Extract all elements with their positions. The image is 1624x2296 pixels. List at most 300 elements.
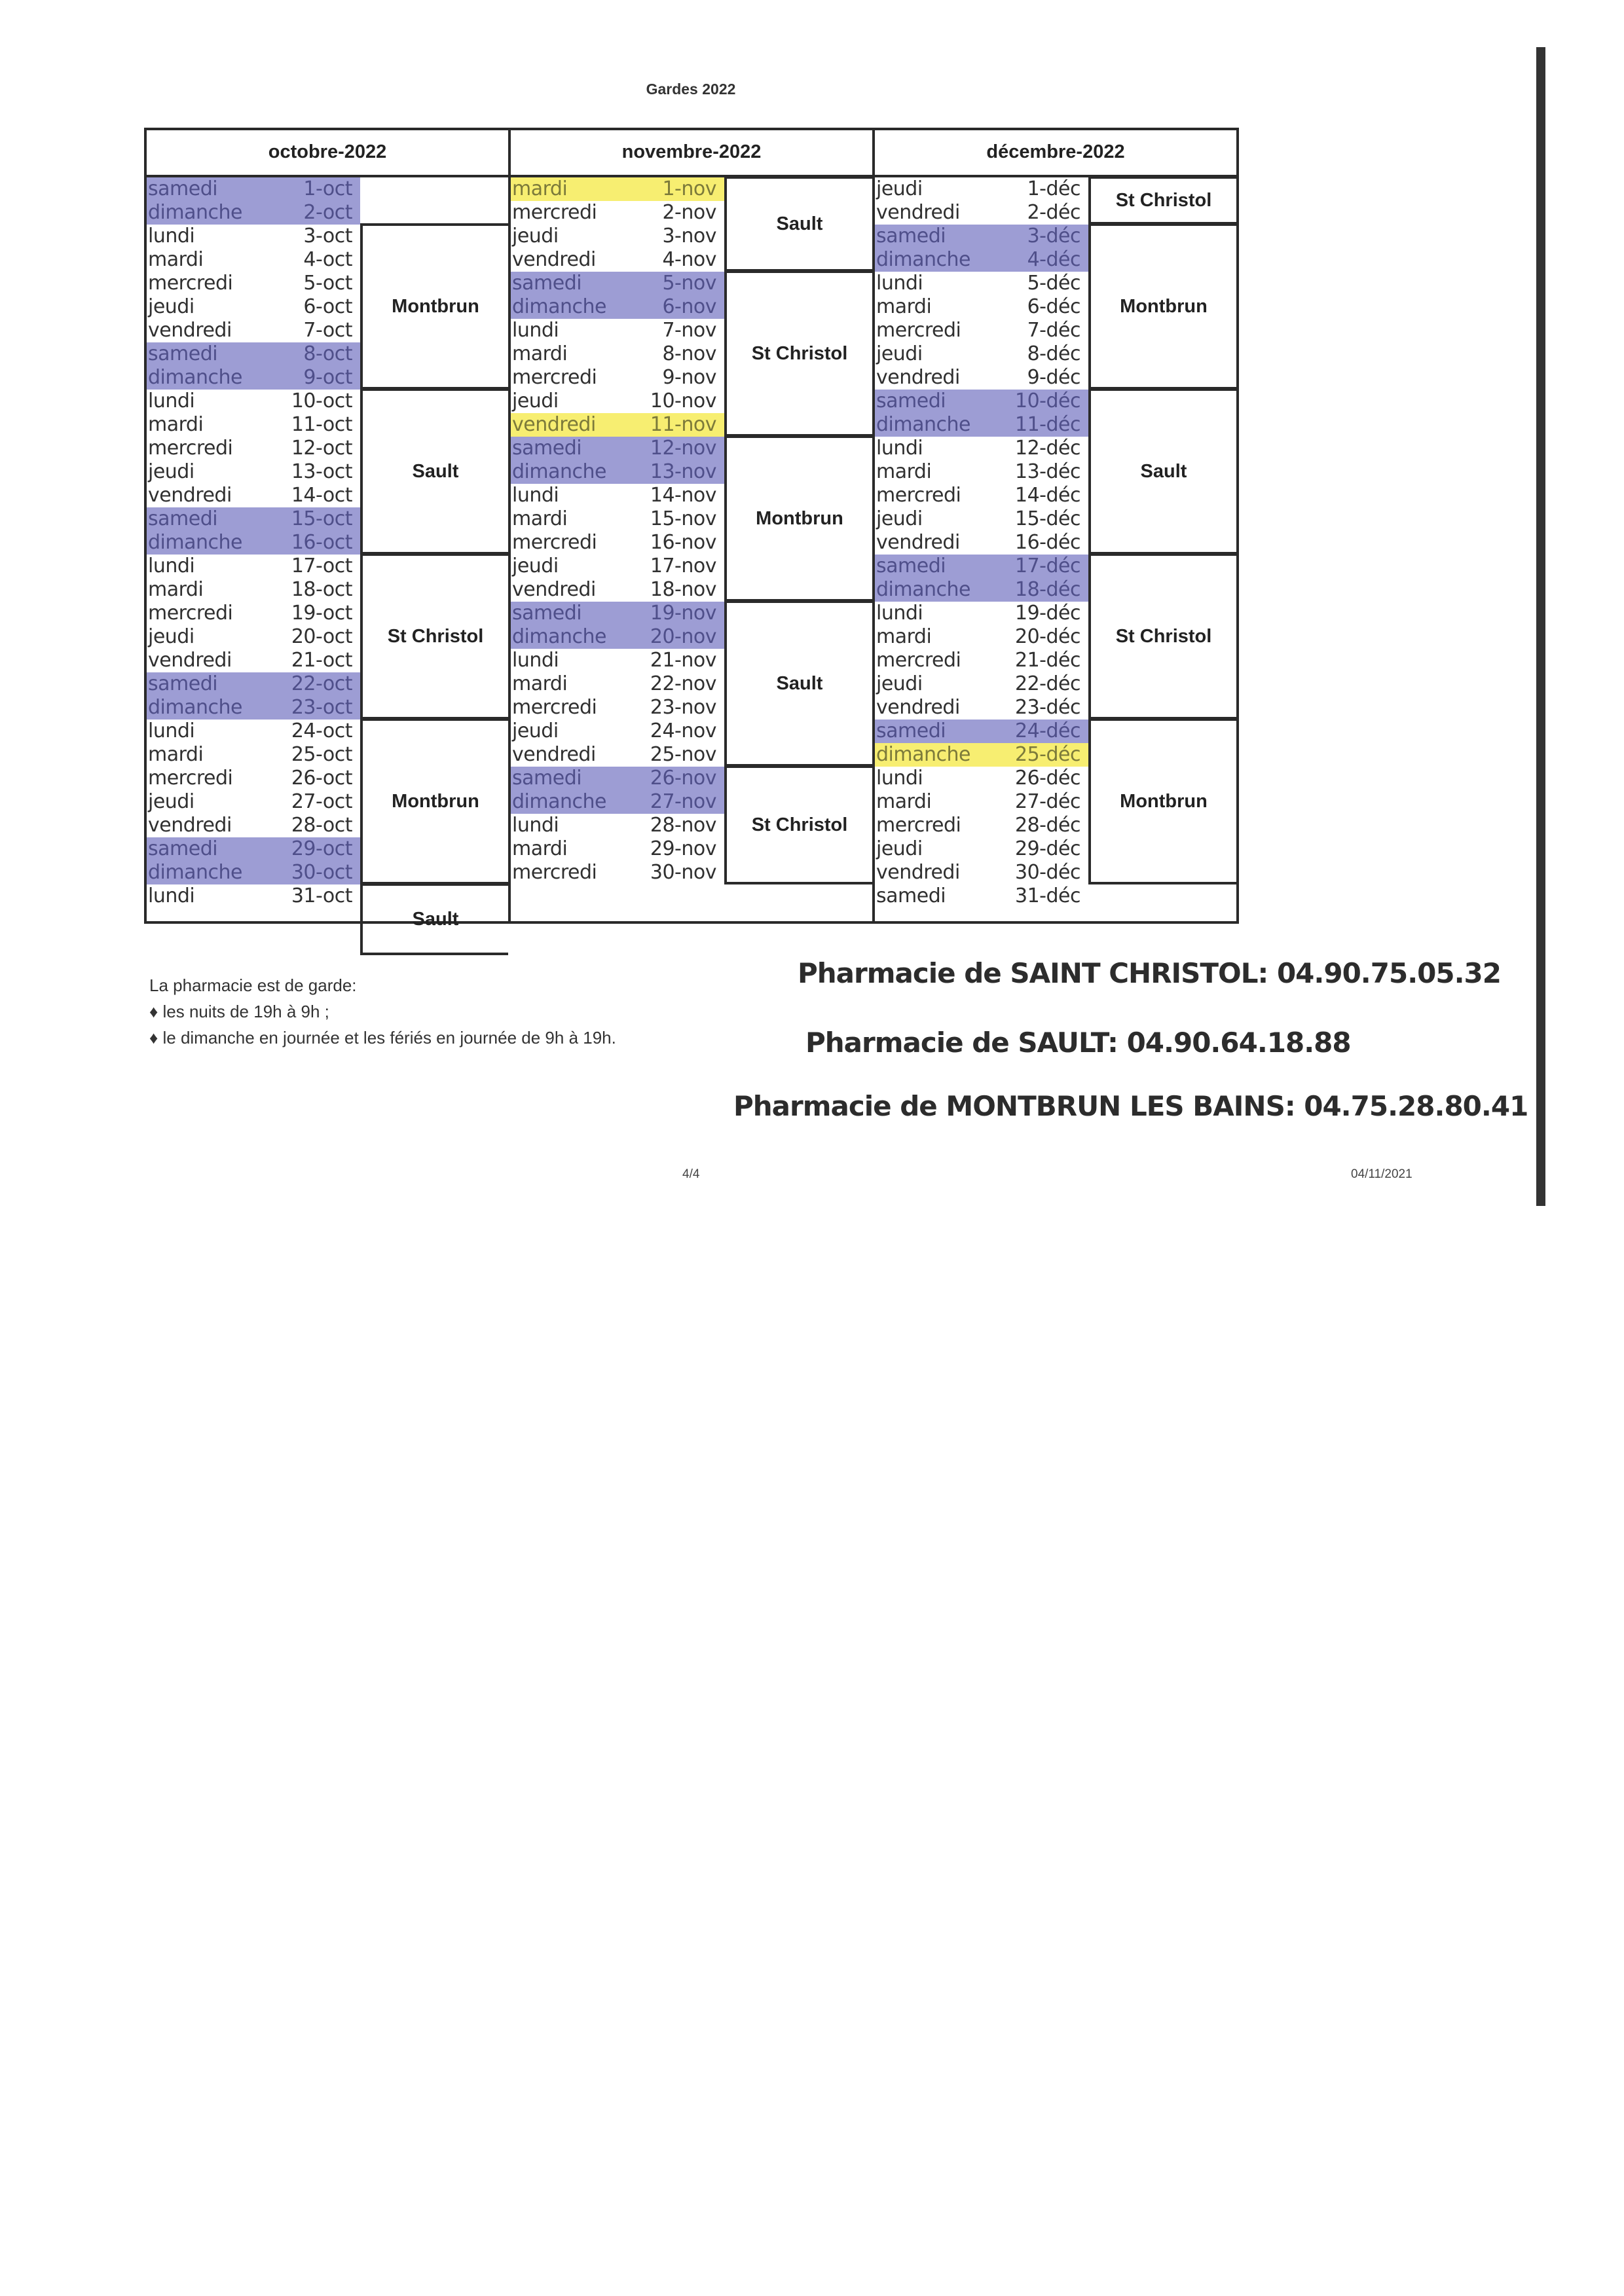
day-name: mercredi	[512, 696, 597, 719]
day-row	[511, 201, 724, 225]
day-row	[147, 177, 360, 201]
page-title: Gardes 2022	[646, 81, 736, 98]
day-row	[511, 484, 724, 507]
day-row	[511, 342, 724, 366]
day-name: mercredi	[512, 861, 597, 884]
phone-montbrun: Pharmacie de MONTBRUN LES BAINS: 04.75.28.80.41	[733, 1090, 1528, 1122]
day-row	[511, 649, 724, 672]
day-row	[875, 177, 1088, 201]
day-date: 2-oct	[303, 201, 352, 224]
document-date: 04/11/2021	[1351, 1167, 1412, 1181]
day-row	[875, 319, 1088, 342]
day-row	[147, 625, 360, 649]
day-date: 6-déc	[1027, 295, 1080, 318]
day-date: 11-oct	[291, 413, 352, 436]
day-name: mardi	[148, 578, 204, 601]
day-name: dimanche	[512, 460, 606, 483]
day-name: lundi	[512, 814, 559, 837]
pharmacy-group: Montbrun	[1088, 718, 1236, 884]
day-date: 12-déc	[1015, 437, 1080, 460]
day-name: jeudi	[512, 225, 559, 247]
day-name: samedi	[148, 837, 218, 860]
day-date: 29-nov	[650, 837, 716, 860]
day-date: 19-oct	[291, 602, 352, 625]
day-row	[511, 743, 724, 767]
month-october	[144, 128, 511, 930]
day-date: 3-oct	[303, 225, 352, 247]
month-december	[872, 128, 1239, 924]
day-name: mardi	[148, 248, 204, 271]
day-date: 5-nov	[662, 272, 716, 295]
month-header: décembre-2022	[875, 130, 1236, 177]
day-name: lundi	[148, 390, 195, 412]
day-row	[875, 578, 1088, 602]
day-name: mardi	[512, 672, 568, 695]
day-row	[875, 767, 1088, 790]
day-date: 30-déc	[1015, 861, 1080, 884]
day-row	[511, 366, 724, 390]
pharmacy-group: Sault	[724, 176, 872, 272]
day-date: 13-déc	[1015, 460, 1080, 483]
day-row	[511, 837, 724, 861]
day-date: 24-oct	[291, 720, 352, 742]
day-row	[875, 555, 1088, 578]
day-row	[147, 555, 360, 578]
day-row	[511, 720, 724, 743]
day-row	[147, 201, 360, 225]
day-row	[511, 295, 724, 319]
day-date: 17-oct	[291, 555, 352, 577]
day-date: 14-oct	[291, 484, 352, 507]
day-name: jeudi	[148, 460, 194, 483]
pharmacy-group	[1088, 883, 1236, 908]
day-name: mardi	[512, 177, 568, 200]
day-date: 16-déc	[1015, 531, 1080, 554]
day-row	[511, 437, 724, 460]
day-row	[875, 201, 1088, 225]
day-date: 3-nov	[662, 225, 716, 247]
day-row	[147, 743, 360, 767]
day-name: dimanche	[512, 625, 606, 648]
day-row	[147, 720, 360, 743]
day-row	[875, 884, 1088, 908]
day-date: 25-oct	[291, 743, 352, 766]
day-row	[875, 366, 1088, 390]
day-name: dimanche	[512, 790, 606, 813]
day-row	[147, 602, 360, 625]
day-name: dimanche	[148, 201, 242, 224]
day-name: dimanche	[148, 531, 242, 554]
day-date: 31-déc	[1015, 884, 1080, 907]
day-date: 15-nov	[650, 507, 716, 530]
day-date: 24-déc	[1015, 720, 1080, 742]
phone-sault: Pharmacie de SAULT: 04.90.64.18.88	[805, 1027, 1351, 1059]
pharmacy-group: St Christol	[360, 553, 508, 720]
pharmacy-group: Montbrun	[360, 718, 508, 884]
day-row	[147, 366, 360, 390]
day-name: vendredi	[148, 814, 232, 837]
day-date: 28-oct	[291, 814, 352, 837]
day-name: mercredi	[148, 602, 233, 625]
day-name: mercredi	[148, 272, 233, 295]
day-row	[875, 743, 1088, 767]
day-name: lundi	[148, 555, 195, 577]
day-name: dimanche	[876, 578, 970, 601]
day-date: 9-déc	[1027, 366, 1080, 389]
pharmacy-group: Montbrun	[360, 223, 508, 390]
day-name: lundi	[148, 720, 195, 742]
day-date: 18-déc	[1015, 578, 1080, 601]
day-row	[511, 555, 724, 578]
day-row	[511, 531, 724, 555]
day-date: 10-nov	[650, 390, 716, 412]
day-name: vendredi	[148, 319, 232, 342]
day-name: lundi	[148, 884, 195, 907]
day-name: samedi	[148, 507, 218, 530]
day-row	[875, 507, 1088, 531]
day-name: vendredi	[876, 861, 960, 884]
day-date: 16-oct	[291, 531, 352, 554]
day-row	[511, 602, 724, 625]
day-row	[875, 861, 1088, 884]
day-name: vendredi	[512, 743, 596, 766]
day-date: 20-nov	[650, 625, 716, 648]
day-name: mardi	[148, 743, 204, 766]
day-name: mercredi	[876, 319, 961, 342]
day-name: dimanche	[148, 696, 242, 719]
day-date: 29-déc	[1015, 837, 1080, 860]
day-name: mardi	[512, 837, 568, 860]
day-name: mardi	[876, 460, 932, 483]
day-date: 4-nov	[662, 248, 716, 271]
day-date: 10-oct	[291, 390, 352, 412]
day-date: 29-oct	[291, 837, 352, 860]
day-row	[147, 767, 360, 790]
day-date: 4-déc	[1027, 248, 1080, 271]
pharmacy-group: Montbrun	[1088, 223, 1236, 390]
on-duty-legend	[149, 972, 616, 1051]
pharmacy-group: Sault	[360, 883, 508, 955]
day-date: 14-nov	[650, 484, 716, 507]
day-row	[147, 814, 360, 837]
day-row	[511, 460, 724, 484]
day-row	[147, 272, 360, 295]
day-row	[875, 720, 1088, 743]
day-date: 2-nov	[662, 201, 716, 224]
day-row	[147, 861, 360, 884]
day-row	[511, 272, 724, 295]
day-row	[147, 413, 360, 437]
day-name: lundi	[876, 272, 923, 295]
day-row	[875, 272, 1088, 295]
day-row	[511, 767, 724, 790]
day-date: 26-oct	[291, 767, 352, 790]
day-date: 5-déc	[1027, 272, 1080, 295]
pharmacy-group: Sault	[1088, 388, 1236, 555]
day-name: mercredi	[512, 366, 597, 389]
day-row	[147, 295, 360, 319]
day-name: dimanche	[876, 743, 970, 766]
day-date: 1-oct	[303, 177, 352, 200]
pharmacy-group: Sault	[724, 600, 872, 767]
day-row	[875, 342, 1088, 366]
legend-nights: ♦ les nuits de 19h à 9h ;	[149, 1002, 329, 1021]
month-header: octobre-2022	[147, 130, 508, 177]
day-row	[875, 790, 1088, 814]
day-date: 8-déc	[1027, 342, 1080, 365]
day-row	[875, 248, 1088, 272]
day-name: vendredi	[876, 531, 960, 554]
day-name: jeudi	[512, 390, 559, 412]
day-name: lundi	[876, 602, 923, 625]
day-row	[147, 578, 360, 602]
pharmacy-group: St Christol	[724, 270, 872, 437]
day-name: mercredi	[148, 767, 233, 790]
phone-saint-christol: Pharmacie de SAINT CHRISTOL: 04.90.75.05.32	[798, 957, 1501, 989]
day-row	[147, 884, 360, 908]
day-name: samedi	[148, 672, 218, 695]
day-name: dimanche	[148, 366, 242, 389]
day-date: 15-déc	[1015, 507, 1080, 530]
day-name: lundi	[512, 649, 559, 672]
day-row	[147, 437, 360, 460]
pharmacy-group: St Christol	[724, 765, 872, 884]
day-name: samedi	[876, 555, 946, 577]
day-name: mercredi	[512, 531, 597, 554]
day-row	[147, 342, 360, 366]
pharmacy-group: Montbrun	[724, 435, 872, 602]
day-row	[875, 437, 1088, 460]
page-number: 4/4	[682, 1167, 700, 1181]
day-date: 23-nov	[650, 696, 716, 719]
day-row	[875, 649, 1088, 672]
day-name: vendredi	[512, 248, 596, 271]
day-row	[511, 507, 724, 531]
day-row	[875, 531, 1088, 555]
day-name: jeudi	[148, 790, 194, 813]
day-row	[875, 413, 1088, 437]
day-date: 19-déc	[1015, 602, 1080, 625]
day-date: 15-oct	[291, 507, 352, 530]
day-name: samedi	[512, 602, 582, 625]
day-name: jeudi	[876, 342, 923, 365]
day-date: 23-oct	[291, 696, 352, 719]
day-row	[511, 672, 724, 696]
day-date: 25-nov	[650, 743, 716, 766]
day-name: samedi	[876, 884, 946, 907]
day-name: vendredi	[512, 578, 596, 601]
day-row	[511, 225, 724, 248]
day-date: 21-nov	[650, 649, 716, 672]
day-date: 18-oct	[291, 578, 352, 601]
day-date: 20-déc	[1015, 625, 1080, 648]
day-name: lundi	[148, 225, 195, 247]
day-date: 27-oct	[291, 790, 352, 813]
day-name: mercredi	[512, 201, 597, 224]
legend-heading: La pharmacie est de garde:	[149, 975, 357, 995]
day-name: lundi	[876, 437, 923, 460]
day-name: mercredi	[876, 484, 961, 507]
day-date: 13-nov	[650, 460, 716, 483]
day-row	[147, 460, 360, 484]
day-name: vendredi	[876, 201, 960, 224]
day-row	[147, 248, 360, 272]
day-name: lundi	[876, 767, 923, 790]
day-row	[875, 814, 1088, 837]
day-date: 3-déc	[1027, 225, 1080, 247]
day-date: 10-déc	[1015, 390, 1080, 412]
day-row	[511, 177, 724, 201]
day-row	[511, 790, 724, 814]
day-name: samedi	[876, 720, 946, 742]
day-row	[875, 484, 1088, 507]
day-date: 17-déc	[1015, 555, 1080, 577]
day-row	[511, 861, 724, 884]
day-name: mardi	[512, 342, 568, 365]
day-row	[875, 672, 1088, 696]
day-date: 11-déc	[1015, 413, 1080, 436]
day-date: 7-nov	[662, 319, 716, 342]
day-date: 9-oct	[303, 366, 352, 389]
day-date: 9-nov	[662, 366, 716, 389]
day-row	[147, 225, 360, 248]
day-date: 26-nov	[650, 767, 716, 790]
day-row	[511, 390, 724, 413]
day-date: 21-déc	[1015, 649, 1080, 672]
day-row	[511, 319, 724, 342]
day-name: jeudi	[512, 720, 559, 742]
day-date: 8-nov	[662, 342, 716, 365]
day-date: 5-oct	[303, 272, 352, 295]
day-name: dimanche	[876, 413, 970, 436]
day-date: 22-nov	[650, 672, 716, 695]
day-row	[875, 602, 1088, 625]
day-row	[511, 248, 724, 272]
day-name: dimanche	[512, 295, 606, 318]
day-name: samedi	[876, 390, 946, 412]
day-row	[511, 625, 724, 649]
day-name: jeudi	[876, 837, 923, 860]
day-name: dimanche	[876, 248, 970, 271]
day-date: 14-déc	[1015, 484, 1080, 507]
day-date: 20-oct	[291, 625, 352, 648]
pharmacy-group	[360, 176, 508, 225]
day-name: mardi	[876, 295, 932, 318]
day-row	[147, 507, 360, 531]
day-row	[147, 790, 360, 814]
day-date: 22-déc	[1015, 672, 1080, 695]
day-name: samedi	[512, 437, 582, 460]
day-name: dimanche	[148, 861, 242, 884]
day-date: 25-déc	[1015, 743, 1080, 766]
day-date: 4-oct	[303, 248, 352, 271]
day-date: 18-nov	[650, 578, 716, 601]
day-date: 24-nov	[650, 720, 716, 742]
day-date: 12-nov	[650, 437, 716, 460]
day-date: 27-déc	[1015, 790, 1080, 813]
day-date: 31-oct	[291, 884, 352, 907]
scan-edge-bar	[1536, 47, 1545, 1206]
day-date: 7-oct	[303, 319, 352, 342]
day-name: lundi	[512, 319, 559, 342]
day-row	[147, 531, 360, 555]
day-name: mercredi	[876, 649, 961, 672]
day-date: 12-oct	[291, 437, 352, 460]
day-row	[875, 295, 1088, 319]
day-date: 22-oct	[291, 672, 352, 695]
day-date: 17-nov	[650, 555, 716, 577]
day-name: samedi	[876, 225, 946, 247]
day-name: samedi	[148, 177, 218, 200]
day-date: 6-nov	[662, 295, 716, 318]
day-row	[147, 484, 360, 507]
day-date: 28-nov	[650, 814, 716, 837]
pharmacy-group: St Christol	[1088, 176, 1236, 225]
day-date: 19-nov	[650, 602, 716, 625]
day-name: mardi	[512, 507, 568, 530]
day-date: 8-oct	[303, 342, 352, 365]
day-name: jeudi	[876, 672, 923, 695]
day-date: 28-déc	[1015, 814, 1080, 837]
day-name: jeudi	[876, 507, 923, 530]
month-header: novembre-2022	[511, 130, 872, 177]
day-date: 26-déc	[1015, 767, 1080, 790]
day-name: mardi	[876, 790, 932, 813]
day-name: vendredi	[876, 696, 960, 719]
day-row	[147, 837, 360, 861]
day-name: jeudi	[148, 625, 194, 648]
day-name: samedi	[512, 767, 582, 790]
day-name: mardi	[148, 413, 204, 436]
day-date: 16-nov	[650, 531, 716, 554]
day-date: 7-déc	[1027, 319, 1080, 342]
day-row	[147, 672, 360, 696]
day-row	[875, 390, 1088, 413]
day-row	[147, 319, 360, 342]
day-row	[511, 578, 724, 602]
day-name: jeudi	[876, 177, 923, 200]
day-date: 13-oct	[291, 460, 352, 483]
day-name: mardi	[876, 625, 932, 648]
day-date: 21-oct	[291, 649, 352, 672]
day-row	[147, 696, 360, 720]
day-name: samedi	[512, 272, 582, 295]
day-date: 23-déc	[1015, 696, 1080, 719]
day-row	[875, 696, 1088, 720]
day-row	[875, 225, 1088, 248]
day-name: jeudi	[512, 555, 559, 577]
pharmacy-group: St Christol	[1088, 553, 1236, 720]
day-name: mercredi	[148, 437, 233, 460]
day-date: 1-nov	[662, 177, 716, 200]
day-row	[511, 814, 724, 837]
month-november	[508, 128, 875, 924]
day-date: 6-oct	[303, 295, 352, 318]
day-name: vendredi	[512, 413, 596, 436]
legend-sundays-holidays: ♦ le dimanche en journée et les fériés en journée de 9h à 19h.	[149, 1028, 616, 1048]
day-date: 11-nov	[650, 413, 716, 436]
day-row	[147, 649, 360, 672]
day-date: 27-nov	[650, 790, 716, 813]
day-name: jeudi	[148, 295, 194, 318]
day-name: lundi	[512, 484, 559, 507]
day-row	[875, 837, 1088, 861]
day-name: mercredi	[876, 814, 961, 837]
day-row	[511, 696, 724, 720]
day-date: 1-déc	[1027, 177, 1080, 200]
day-name: samedi	[148, 342, 218, 365]
day-date: 30-oct	[291, 861, 352, 884]
